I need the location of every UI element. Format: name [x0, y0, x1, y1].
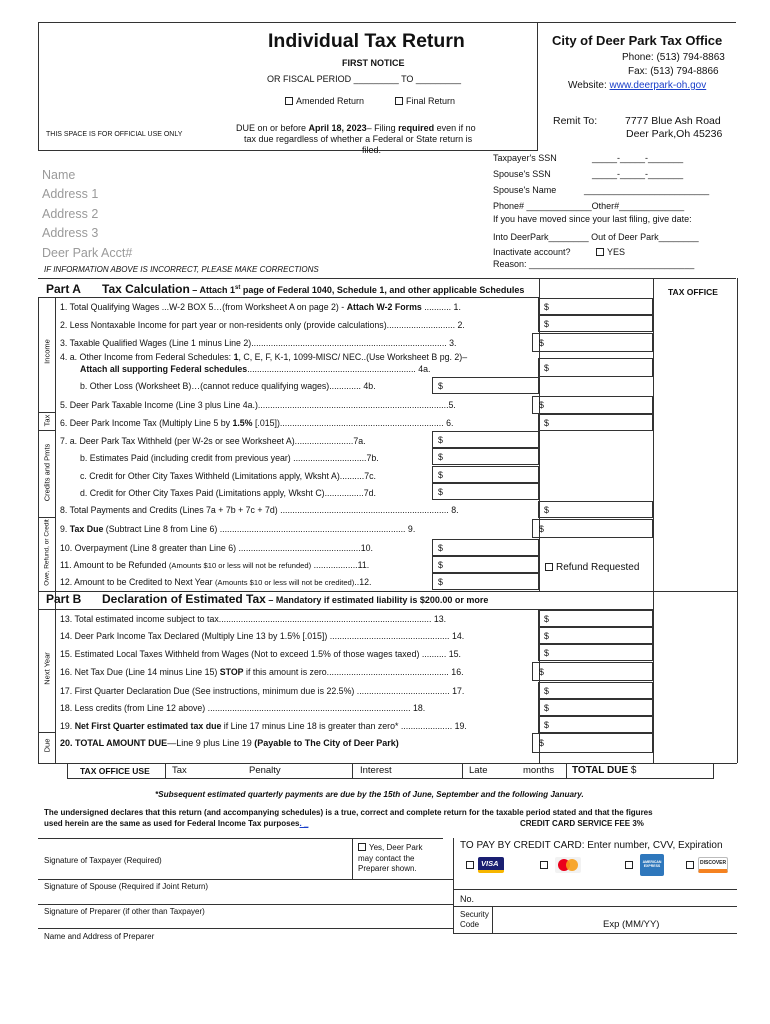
spouse-ssn-label: Spouse's SSN — [493, 169, 551, 179]
header-bottom-border — [38, 150, 538, 151]
amount-field-1[interactable]: $ — [538, 298, 653, 315]
remit-label: Remit To: — [553, 115, 598, 127]
inactivate-yes-checkbox[interactable]: YES — [596, 247, 625, 257]
discover-option[interactable] — [686, 860, 697, 870]
amount-field-3[interactable]: $ — [532, 333, 653, 352]
tax-office-use-label: TAX OFFICE USE — [80, 766, 150, 776]
row-sep — [165, 763, 166, 779]
office-tax-label: Tax — [172, 765, 187, 776]
declaration-line2: used herein are the same as used for Federal Income Tax purposes. _ — [44, 819, 309, 828]
partB-heading: Declaration of Estimated Tax – Mandatory if estimated liability is $200.00 or more — [102, 592, 489, 606]
cc-bottom — [453, 933, 737, 934]
cc-sep — [453, 889, 737, 890]
acct-field[interactable]: Deer Park Acct# — [42, 246, 133, 260]
row-sep — [352, 763, 353, 779]
into-out-field[interactable]: Into DeerPark________ Out of Deer Park________ — [493, 232, 699, 242]
amount-field-8[interactable]: $ — [538, 501, 653, 518]
line-7a: 7. a. Deer Park Tax Withheld (per W-2s or see Worksheet A)........................7a. — [60, 436, 366, 446]
remit-line1: 7777 Blue Ash Road — [625, 115, 721, 127]
footnote: *Subsequent estimated quarterly payments are due by the 15th of June, September and the following January. — [155, 790, 584, 799]
amount-field-5[interactable]: $ — [532, 396, 653, 414]
line-9: 9. Tax Due (Subtract Line 8 from Line 6) ............................................................................ 9. — [60, 524, 416, 534]
amount-field-2[interactable]: $ — [538, 315, 653, 332]
line-14: 14. Deer Park Income Tax Declared (Multiply Line 13 by 1.5% [.015]) ................................................. 14. — [60, 631, 465, 641]
mastercard-icon — [555, 857, 581, 873]
line-4b: b. Other Loss (Worksheet B)…(cannot reduce qualifying wages)............. 4b. — [80, 381, 376, 391]
row-sep — [462, 763, 463, 779]
taxpayer-signature[interactable]: Signature of Taxpayer (Required) — [44, 856, 162, 865]
amount-field-14[interactable]: $ — [538, 627, 653, 644]
phone-field[interactable]: Phone# _____________Other#_____________ — [493, 201, 685, 211]
line-17: 17. First Quarter Declaration Due (See instructions, minimum due is 22.5%) ...................................... 17. — [60, 686, 465, 696]
signature-sep — [352, 838, 353, 880]
amount-field-11[interactable]: $ — [432, 556, 539, 573]
inactivate-label: Inactivate account? — [493, 247, 571, 257]
amount-field-4a[interactable]: $ — [538, 358, 653, 377]
final-return-checkbox[interactable] — [395, 96, 455, 106]
header-left-border — [38, 22, 39, 150]
office-late-label: Late — [469, 765, 488, 776]
reason-field[interactable]: Reason: _________________________________ — [493, 259, 695, 269]
address1-field[interactable]: Address 1 — [42, 187, 99, 201]
office-penalty-label: Penalty — [249, 765, 281, 776]
signature-line — [38, 904, 453, 905]
line-7d: d. Credit for Other City Taxes Paid (Limitations apply, Wksht C)................7d. — [80, 488, 376, 498]
office-website: Website: www.deerpark-oh.gov — [568, 80, 707, 91]
line-19: 19. Net First Quarter estimated tax due if Line 17 minus Line 18 is greater than zero* ..................... 19. — [60, 721, 467, 731]
due-date-line3: filed. — [362, 145, 382, 155]
visa-icon: VISA — [478, 857, 504, 873]
amount-field-16[interactable]: $ — [532, 662, 653, 681]
security-label-2: Code — [460, 920, 480, 929]
checkbox-icon — [285, 97, 293, 105]
row-sep — [566, 763, 567, 779]
amount-field-7b[interactable]: $ — [432, 448, 539, 465]
signature-line — [38, 879, 453, 880]
checkbox-icon — [545, 563, 553, 571]
checkbox-icon — [395, 97, 403, 105]
line-4a: 4. a. Other Income from Federal Schedules: 1, C, E, F, K-1, 1099-MISC/ NEC..(Use Worksheet B pg. 2)– — [60, 352, 468, 362]
preparer-address[interactable]: Name and Address of Preparer — [44, 932, 155, 941]
checkbox-icon — [686, 861, 694, 869]
cc-title: TO PAY BY CREDIT CARD: Enter number, CVV, Expiration — [460, 840, 723, 851]
header-divider — [537, 22, 538, 150]
preparer-contact-line2: may contact the — [358, 854, 415, 863]
checkbox-icon — [625, 861, 633, 869]
line-10: 10. Overpayment (Line 8 greater than Line 6) ..................................................10. — [60, 543, 373, 553]
partA-top-border — [38, 278, 736, 279]
office-fax: Fax: (513) 794-8866 — [628, 66, 719, 77]
website-link[interactable]: www.deerpark-oh.gov — [609, 80, 707, 91]
discover-icon: DISCOVER — [698, 857, 728, 873]
spouse-name-label: Spouse's Name — [493, 185, 557, 195]
ssn-label: Taxpayer's SSN — [493, 153, 557, 163]
moved-text: If you have moved since your last filing, give date: — [493, 214, 692, 224]
signature-line — [38, 928, 453, 929]
due-date-line1: DUE on or before April 18, 2023– Filing required even if no — [236, 123, 476, 133]
line-15: 15. Estimated Local Taxes Withheld from Wages (Not to exceed 1.5% of those wages taxed) .......... 15. — [60, 649, 461, 659]
amount-field-7c[interactable]: $ — [432, 466, 539, 483]
tax-office-heading: TAX OFFICE — [668, 287, 718, 297]
side-column-border — [55, 297, 56, 763]
partB-label: Part B — [46, 592, 82, 606]
final-return-label: Final Return — [406, 96, 456, 106]
amount-field-4b[interactable]: $ — [432, 377, 539, 394]
amended-return-label: Amended Return — [296, 96, 365, 106]
partA-heading: Tax Calculation – Attach 1st page of Federal 1040, Schedule 1, and other applicable Schedules — [102, 282, 525, 296]
preparer-contact-checkbox[interactable]: Yes, Deer Park — [358, 843, 423, 852]
due-date-line2: tax due regardless of whether a Federal or State return is — [244, 134, 473, 144]
amount-field-15[interactable]: $ — [538, 644, 653, 661]
amount-field-7a[interactable]: $ — [432, 431, 539, 448]
partA-label: Part A — [46, 282, 81, 296]
side-label-income: Income — [42, 339, 52, 364]
address2-field[interactable]: Address 2 — [42, 207, 99, 221]
preparer-signature[interactable]: Signature of Preparer (if other than Taxpayer) — [44, 907, 205, 916]
amount-field-9[interactable]: $ — [532, 519, 653, 538]
header-top-border — [38, 22, 736, 23]
line-7b: b. Estimates Paid (including credit from previous year) ..............................7b. — [80, 453, 379, 463]
line-18: 18. Less credits (from Line 12 above) ................................................................................... 18. — [60, 703, 426, 713]
lines-top-border — [38, 297, 540, 298]
table-right-border — [737, 278, 738, 763]
line-3: 3. Taxable Qualified Wages (Line 1 minus Line 2)................................................................................ 3. — [60, 338, 457, 348]
line-7c: c. Credit for Other City Taxes Withheld (Limitations apply, Wksht A)..........7c. — [80, 471, 376, 481]
checkbox-icon — [466, 861, 474, 869]
amount-field-18[interactable]: $ — [538, 699, 653, 716]
visa-option[interactable] — [466, 860, 477, 870]
line-5: 5. Deer Park Taxable Income (Line 3 plus Line 4a.)..............................................................................5. — [60, 400, 456, 410]
office-interest-label: Interest — [360, 765, 392, 776]
amount-field-6[interactable]: $ — [538, 414, 653, 431]
first-notice: FIRST NOTICE — [342, 58, 405, 68]
amex-option[interactable] — [625, 860, 636, 870]
amount-field-17[interactable]: $ — [538, 682, 653, 699]
side-label-tax: Tax — [42, 414, 52, 427]
checkbox-icon — [596, 248, 604, 256]
page-title: Individual Tax Return — [268, 30, 465, 52]
spouse-ssn-field[interactable]: _____-_____-_______ — [592, 169, 684, 179]
amex-icon: AMERICAN EXPRESS — [640, 854, 664, 876]
table-left-border — [38, 297, 39, 763]
cc-number-field[interactable] — [480, 891, 737, 905]
expiration-label: Exp (MM/YY) — [603, 919, 660, 930]
correction-note: IF INFORMATION ABOVE IS INCORRECT, PLEASE MAKE CORRECTIONS — [44, 265, 319, 274]
official-use-label: THIS SPACE IS FOR OFFICIAL USE ONLY — [46, 131, 183, 138]
signature-top — [38, 838, 443, 839]
name-field[interactable]: Name — [42, 168, 76, 182]
amount-field-12[interactable]: $ — [432, 573, 539, 590]
amount-field-13[interactable]: $ — [538, 610, 653, 627]
spouse-signature[interactable]: Signature of Spouse (Required if Joint Return) — [44, 882, 209, 891]
line-8: 8. Total Payments and Credits (Lines 7a + 7b + 7c + 7d) ..................................................................... 8. — [60, 505, 459, 515]
line-20: 20. TOTAL AMOUNT DUE—Line 9 plus Line 19 (Payable to The City of Deer Park) — [60, 738, 399, 748]
office-name: City of Deer Park Tax Office — [552, 33, 723, 48]
side-label-owe: Owe, Refund, or Credit — [43, 519, 51, 586]
refund-requested-checkbox[interactable]: Refund Requested — [545, 562, 639, 573]
line-16: 16. Net Tax Due (Line 14 minus Line 15) STOP if this amount is zero.................................................. 16. — [60, 667, 464, 677]
office-months-label: months — [523, 765, 555, 776]
amended-return-checkbox[interactable] — [285, 96, 364, 106]
security-code-field[interactable] — [493, 907, 553, 933]
cc-left-border — [453, 838, 454, 934]
line-6: 6. Deer Park Income Tax (Multiply Line 5 by 1.5% [.015])................................................................... 6. — [60, 418, 454, 428]
cc-fee: CREDIT CARD SERVICE FEE 3% — [520, 819, 644, 828]
checkbox-icon — [358, 843, 366, 851]
side-label-due: Due — [42, 738, 52, 753]
preparer-contact-line3: Preparer shown. — [358, 864, 417, 873]
line-12: 12. Amount to be Credited to Next Year (Amounts $10 or less will not be credited)..12. — [60, 577, 372, 587]
security-label-1: Security — [460, 910, 489, 919]
amount-field-10[interactable]: $ — [432, 539, 539, 556]
line-4a-cont: Attach all supporting Federal schedules..................................................................... 4a. — [80, 364, 431, 374]
ssn-field[interactable]: _____-_____-_______ — [592, 153, 684, 163]
office-phone: Phone: (513) 794-8863 — [622, 52, 725, 63]
remit-line2: Deer Park,Oh 45236 — [626, 128, 723, 140]
fiscal-period: OR FISCAL PERIOD _________ TO _________ — [267, 74, 461, 84]
cc-number-label: No. — [460, 894, 475, 904]
side-label-credits: Credits and Pmts — [42, 443, 52, 502]
side-label-next-year: Next Year — [42, 652, 52, 685]
office-total-due: TOTAL DUE $ — [572, 765, 637, 776]
line-13: 13. Total estimated income subject to tax....................................................................................... 13. — [60, 614, 447, 624]
address3-field[interactable]: Address 3 — [42, 226, 99, 240]
mastercard-option[interactable] — [540, 860, 551, 870]
line-11: 11. Amount to be Refunded (Amounts $10 or less will not be refunded) ..................11. — [60, 560, 370, 570]
checkbox-icon — [540, 861, 548, 869]
amount-field-19[interactable]: $ — [538, 716, 653, 733]
amount-field-7d[interactable]: $ — [432, 483, 539, 500]
amount-field-20[interactable]: $ — [532, 733, 653, 753]
spouse-name-field[interactable]: _________________________ — [584, 185, 710, 195]
line-1: 1. Total Qualifying Wages ...W-2 BOX 5…(from Worksheet A on page 2) - Attach W-2 Forms ........... 1. — [60, 302, 461, 312]
line-2: 2. Less Nontaxable Income for part year or non-residents only (provide calculations)............................ 2. — [60, 320, 465, 330]
tax-office-col-border — [653, 278, 654, 763]
declaration-line1: The undersigned declares that this return (and accompanying schedules) is a true, correct and complete return for the taxable period stated and that the figures — [44, 808, 653, 817]
